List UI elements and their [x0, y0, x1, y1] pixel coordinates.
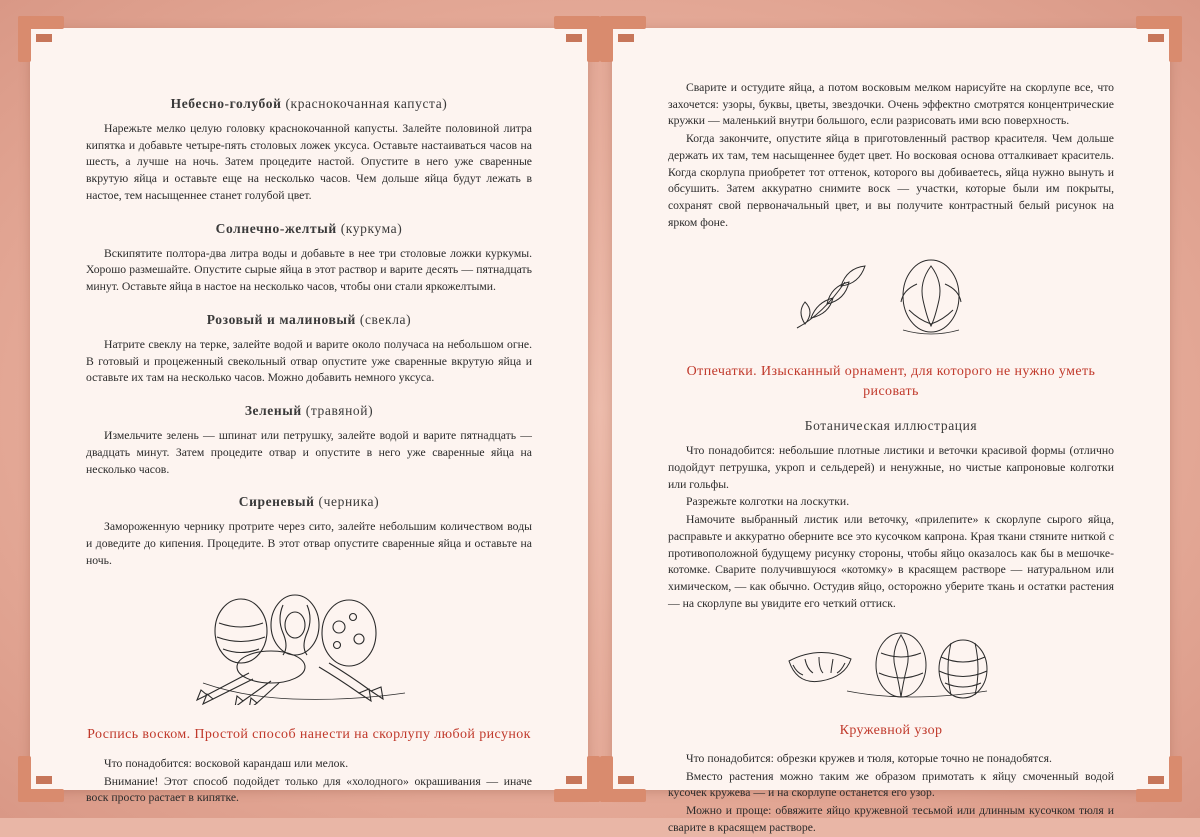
section-heading-sunny-yellow — [86, 221, 532, 237]
section-heading-sunny-yellow-title: Солнечно-желтый — [215, 220, 337, 236]
corner-ornament-bottom-right — [554, 756, 600, 802]
paragraph-wax-warning: Внимание! Этот способ подойдет только для «холодного» окрашивания — иначе воск просто растает в кипятке. — [86, 774, 532, 805]
section-heading-green-paren: (травяной) — [305, 403, 374, 419]
engraved-eggs-illustration-svg — [179, 587, 439, 705]
section-heading-lilac — [86, 494, 532, 510]
paragraph-lace-step-2: Можно и проще: обвяжите яйцо кружевной тесьмой или длинным кусочком тюля и сварите в красящем растворе. — [668, 804, 1114, 834]
paragraph-lace-materials: Что понадобится: обрезки кружев и тюля, которые точно не понадобятся. — [686, 751, 1052, 765]
paragraph-sunny-yellow: Вскипятите полтора-два литра воды и добавьте в нее три столовые ложки куркумы. Хорошо размешайте. Опустите сырые яйца в этот раствор и варите десять — пятнадцать минут. Оставьте яйца в настое на несколько часов, чтобы они стали яркожелтыми. — [86, 246, 532, 294]
engraved-lace-eggs-svg — [781, 631, 1001, 701]
left-page — [30, 28, 588, 805]
paragraph-wax-materials: Что понадобится: восковой карандаш или мелок. — [104, 756, 349, 770]
section-heading-sky-blue-title: Небесно-голубой — [170, 96, 282, 111]
paragraph-wax-intro-2: Когда закончите, опустите яйца в приготовленный раствор красителя. Чем дольше держать их там, тем насыщеннее будет цвет. Но восковая основа отталкивает краситель. Когда скорлупа приобретет тот оттенок, которого вы добиваетесь, яйца нужно вынуть и обсушить. Затем аккуратно снимите воск — участки, которые были им покрыты, сохранят свой первоначальный цвет, и вы получите контрастный белый рисунок на ярком фоне. — [668, 132, 1114, 229]
section-heading-green-title: Зеленый — [244, 403, 302, 419]
paragraph-lace-step-1: Вместо растения можно таким же образом примотать к яйцу смоченный водой кусочек кружева — и на скорлупе останется его узор. — [668, 769, 1114, 800]
corner-ornament-bottom-left-right-page — [600, 756, 646, 802]
paragraph-wax-intro-1: Сварите и остудите яйца, а потом восковым мелком нарисуйте на скорлупе все, что захочется: узоры, буквы, цветы, звездочки. Очень эффектно смотрятся концентрические кружки — маленький внутри большого, если разрисовать ими всю поверхность. — [668, 81, 1114, 128]
section-heading-pink-raspberry-title: Розовый и малиновый — [206, 311, 356, 327]
paragraph-pink-raspberry: Натрите свеклу на терке, залейте водой и варите около получаса на небольшом огне. В готовый и процеженный свекольный отвар опустите уже сваренные вкрутую яйца и оставьте их там на несколько часов. Можно добавить немного уксуса. — [86, 337, 532, 385]
illustration-eggs-with-crayons — [86, 587, 532, 705]
red-heading-wax-painting: Роспись воском. Простой способ нанести на скорлупу любой рисунок — [87, 727, 531, 743]
section-heading-pink-raspberry — [86, 312, 532, 328]
section-heading-sky-blue — [86, 96, 532, 112]
paragraph-botanical-materials: Что понадобится: небольшие плотные листики и веточки красивой формы (отлично подойдут петрушка, укроп и сельдерей) и ненужные, но чистые капроновые колготки или гольфы. — [668, 444, 1114, 491]
section-heading-sunny-yellow-paren: (куркума) — [340, 220, 403, 236]
section-heading-green — [86, 403, 532, 419]
section-heading-sky-blue-paren: (краснокочанная капуста) — [285, 96, 448, 111]
section-heading-lilac-paren: (черника) — [318, 494, 380, 510]
paragraph-botanical-step-1: Разрежьте колготки на лоскутки. — [686, 495, 850, 509]
corner-ornament-top-right — [554, 16, 600, 62]
red-heading-lace-pattern: Кружевной узор — [839, 722, 943, 738]
section-heading-lilac-title: Сиреневый — [238, 494, 315, 510]
paragraph-green: Измельчите зелень — шпинат или петрушку, залейте водой и варите пятнадцать — двадцать минут. Затем процедите отвар и опустите в него уже сваренные яйца на несколько часов. — [86, 429, 532, 476]
illustration-leaf-and-egg — [668, 250, 1114, 342]
section-heading-pink-raspberry-paren: (свекла) — [359, 311, 412, 327]
corner-ornament-top-left-right-page — [600, 16, 646, 62]
engraved-leaf-and-egg-svg — [791, 250, 991, 342]
corner-ornament-bottom-left — [18, 756, 64, 802]
subheading-botanical-illustration: Ботаническая иллюстрация — [804, 418, 978, 434]
paragraph-lilac: Замороженную чернику протрите через сито, залейте небольшим количеством воды и доведите до кипения. Процедите. В этот отвар опустите сваренные яйца и оставьте на ночь. — [86, 520, 532, 567]
corner-ornament-top-left — [18, 16, 64, 62]
corner-ornament-top-right-right-page — [1136, 16, 1182, 62]
right-page — [612, 28, 1170, 834]
corner-ornament-bottom-right-right-page — [1136, 756, 1182, 802]
paragraph-sky-blue: Нарежьте мелко целую головку краснокочанной капусты. Залейте половиной литра кипятка и добавьте четыре-пять столовых ложек уксуса. Оставьте настаиваться часов на шесть, а лучше на ночь. Затем процедите настой. Опустите в него уже сваренные вкрутую яйца и оставьте еще на несколько часов. Чем дольше яйца будут лежать в настое, тем насыщеннее станет голубой цвет. — [86, 122, 532, 202]
illustration-lace-eggs — [668, 631, 1114, 701]
paragraph-botanical-step-2: Намочите выбранный листик или веточку, «прилепите» к скорлупе сырого яйца, расправьте и аккуратно оберните все это кусочком капрона. Края ткани стяните ниткой с противоположной будущему рисунку стороны, чтобы яйцо оказалось как бы в мешочке-котомке. Сварите получившуюся «котомку» в красящем растворе — натуральном или химическом, — как обычно. Остудив яйцо, осторожно уберите ткань и остатки растения — на скорлупе вы увидите его четкий оттиск. — [668, 513, 1114, 610]
red-heading-imprints: Отпечатки. Изысканный орнамент, для которого не нужно уметь рисовать — [686, 363, 1096, 399]
